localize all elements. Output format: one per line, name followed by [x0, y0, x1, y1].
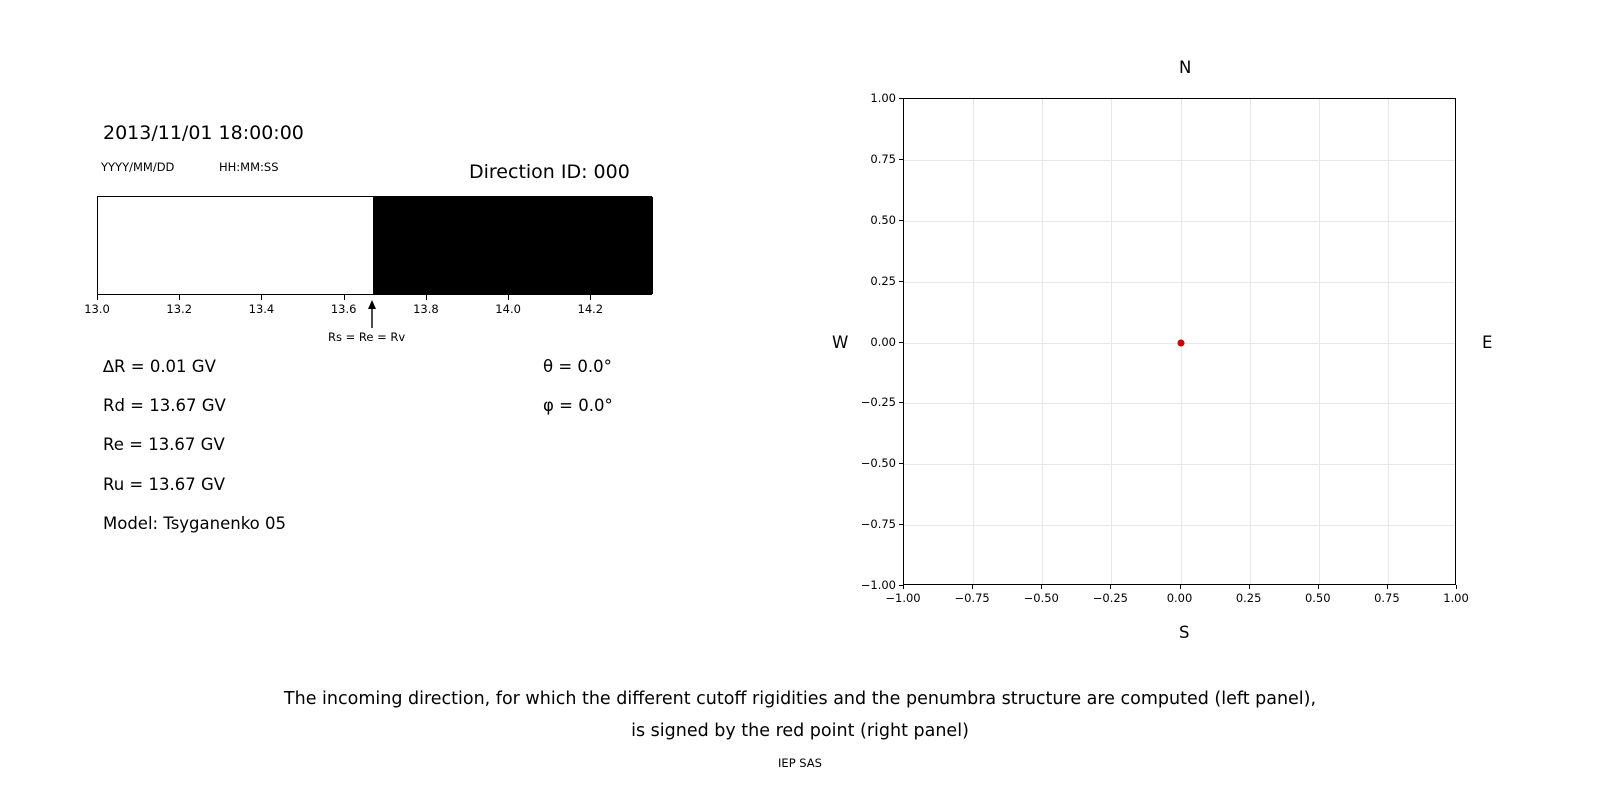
penumbra-x-tick-label: 13.6 — [330, 302, 357, 316]
penumbra-x-tick-label: 14.0 — [495, 302, 521, 316]
sky-x-tick — [1456, 585, 1457, 589]
penumbra-x-tick — [508, 295, 509, 300]
sky-y-tick-label: −0.50 — [860, 456, 896, 471]
datetime-format-date-label: YYYY/MM/DD — [101, 160, 175, 174]
sky-map-panel — [800, 0, 1600, 660]
sky-x-tick — [1041, 585, 1042, 589]
sky-y-tick-label: 0.75 — [870, 151, 896, 166]
sky-x-tick — [1387, 585, 1388, 589]
sky-y-tick — [899, 463, 903, 464]
gridline-horizontal — [904, 282, 1455, 283]
info-rd: Rd = 13.67 GV — [103, 396, 226, 415]
direction-label-south: S — [1179, 623, 1190, 642]
gridline-vertical — [973, 99, 974, 584]
sky-y-tick — [899, 402, 903, 403]
sky-x-tick — [972, 585, 973, 589]
gridline-horizontal — [904, 160, 1455, 161]
sky-y-tick — [899, 342, 903, 343]
penumbra-x-tick-label: 13.2 — [166, 302, 193, 316]
sky-y-tick — [899, 585, 903, 586]
direction-label-north: N — [1179, 58, 1192, 77]
gridline-horizontal — [904, 403, 1455, 404]
datetime-value: 2013/11/01 18:00:00 — [103, 122, 304, 144]
figure-caption — [0, 683, 1600, 747]
direction-label-east: E — [1482, 333, 1493, 352]
sky-x-tick-label: 1.00 — [1443, 591, 1469, 605]
sky-x-tick-label: 0.75 — [1374, 591, 1400, 605]
penumbra-x-tick — [179, 295, 180, 300]
sky-x-tick-label: −0.75 — [954, 591, 990, 605]
caption-line-1: The incoming direction, for which the different cutoff rigidities and the penumbra structure are computed (left panel), — [283, 689, 1317, 709]
penumbra-x-tick-label: 14.2 — [577, 302, 604, 316]
info-ru: Ru = 13.67 GV — [103, 475, 226, 494]
penumbra-panel — [0, 0, 760, 620]
sky-x-tick-label: −0.50 — [1023, 591, 1059, 605]
gridline-horizontal — [904, 464, 1455, 465]
sky-y-tick — [899, 159, 903, 160]
penumbra-x-tick-label: 13.4 — [248, 302, 275, 316]
sky-x-tick-label: −1.00 — [885, 591, 921, 605]
penumbra-x-tick-label: 13.8 — [413, 302, 439, 316]
sky-x-tick-label: 0.50 — [1304, 591, 1331, 605]
sky-y-tick — [899, 281, 903, 282]
gridline-horizontal — [904, 525, 1455, 526]
penumbra-forbidden-region — [373, 197, 653, 294]
sky-y-tick-label: 0.00 — [870, 334, 896, 349]
sky-y-tick — [899, 524, 903, 525]
info-theta: θ = 0.0° — [543, 357, 612, 376]
penumbra-x-tick — [344, 295, 345, 300]
direction-label-west: W — [832, 333, 849, 352]
sky-y-tick-label: −1.00 — [860, 578, 896, 592]
penumbra-allowed-region — [98, 197, 373, 294]
sky-y-tick-label: 0.50 — [870, 212, 896, 227]
gridline-vertical — [1250, 99, 1251, 584]
gridline-vertical — [1111, 99, 1112, 584]
gridline-vertical — [1042, 99, 1043, 584]
rs-arrow-icon — [363, 300, 381, 328]
penumbra-x-tick — [426, 295, 427, 300]
sky-scatter-plot — [903, 98, 1456, 585]
sky-x-tick-label: 0.25 — [1235, 591, 1262, 605]
sky-y-tick-label: −0.25 — [860, 395, 896, 410]
datetime-format-time-label: HH:MM:SS — [219, 160, 279, 174]
info-re: Re = 13.67 GV — [103, 435, 225, 454]
info-phi: φ = 0.0° — [543, 396, 613, 415]
selected-direction-point — [1177, 339, 1184, 346]
sky-y-tick-label: −0.75 — [860, 517, 896, 532]
sky-y-tick-label: 1.00 — [870, 91, 896, 105]
sky-y-tick — [899, 98, 903, 99]
penumbra-x-tick — [97, 295, 98, 300]
sky-x-tick — [903, 585, 904, 589]
sky-x-tick — [1249, 585, 1250, 589]
penumbra-x-tick — [590, 295, 591, 300]
gridline-vertical — [1319, 99, 1320, 584]
gridline-vertical — [1388, 99, 1389, 584]
caption-line-2: is signed by the red point (right panel) — [631, 721, 969, 741]
penumbra-bar-chart — [97, 196, 652, 295]
sky-y-tick-label: 0.25 — [870, 273, 896, 288]
sky-x-tick-label: 0.00 — [1166, 591, 1193, 605]
direction-id-label: Direction ID: 000 — [469, 161, 630, 183]
sky-x-tick — [1318, 585, 1319, 589]
info-model: Model: Tsyganenko 05 — [103, 514, 287, 533]
penumbra-x-tick — [261, 295, 262, 300]
sky-x-tick — [1180, 585, 1181, 589]
info-delta-r: ∆R = 0.01 GV — [103, 357, 216, 376]
sky-x-tick — [1110, 585, 1111, 589]
sky-y-tick — [899, 220, 903, 221]
sky-x-tick-label: −0.25 — [1092, 591, 1128, 605]
credit-label: IEP SAS — [778, 756, 822, 770]
penumbra-x-tick-label: 13.0 — [84, 302, 110, 316]
gridline-horizontal — [904, 221, 1455, 222]
rs-annotation-label: Rs = Re = Rv — [328, 330, 406, 344]
